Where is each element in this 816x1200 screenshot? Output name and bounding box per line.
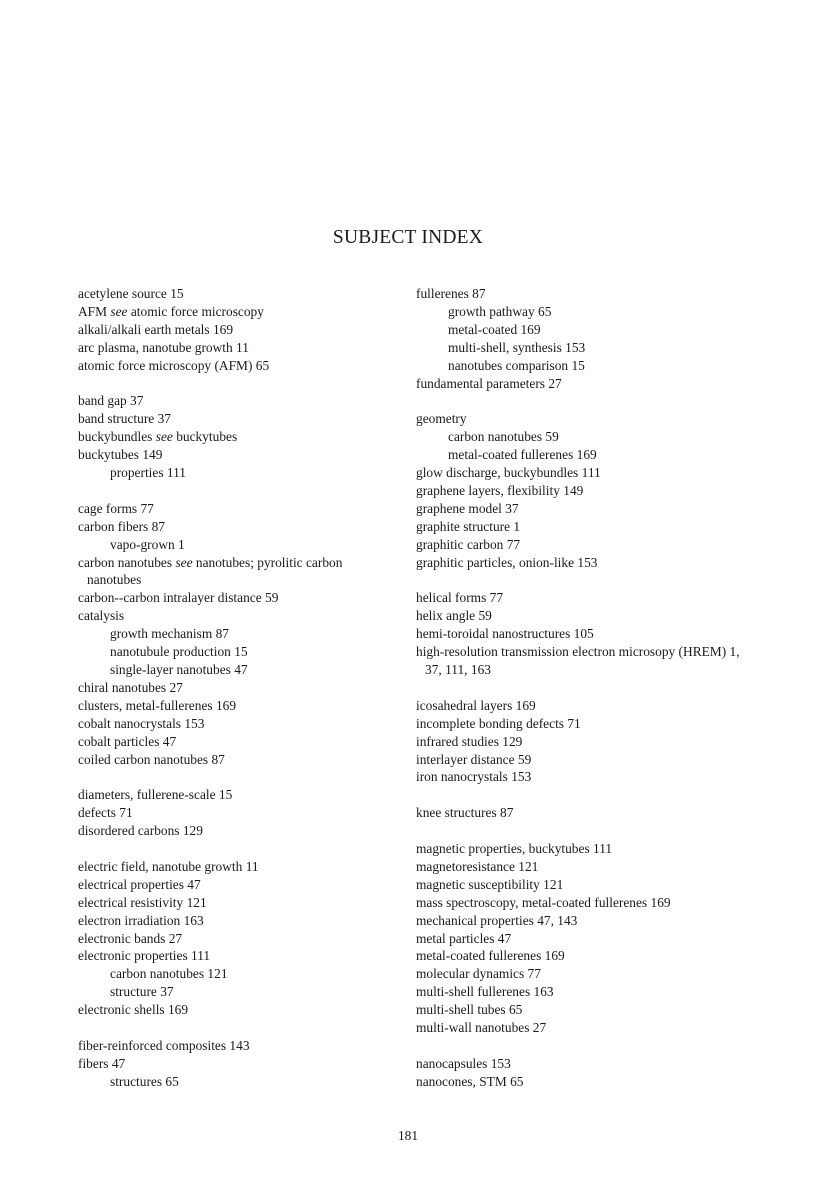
index-entry: cage forms 77: [78, 500, 154, 516]
index-entry: alkali/alkali earth metals 169: [78, 321, 234, 337]
see-reference: see: [110, 303, 128, 319]
see-reference: see: [175, 554, 193, 570]
index-entry: graphitic carbon 77: [416, 536, 521, 552]
entry-spacer: [416, 1037, 746, 1055]
index-entry: electrical resistivity 121: [78, 894, 207, 910]
entry-spacer: [78, 768, 396, 786]
index-entry: helix angle 59: [416, 608, 492, 624]
index-entry: graphitic particles, onion-like 153: [416, 554, 598, 570]
index-entry: [78, 428, 396, 446]
index-entry: graphene model 37: [416, 500, 519, 516]
index-subentry: metal-coated fullerenes 169: [448, 447, 597, 463]
entry-spacer: [78, 1019, 396, 1037]
index-entry: cobalt nanocrystals 153: [78, 715, 205, 731]
index-subentry: growth pathway 65: [448, 303, 552, 319]
index-subentry: metal-coated 169: [448, 321, 541, 337]
index-entry: metal-coated fullerenes 169: [416, 948, 565, 964]
index-entry: electronic bands 27: [78, 930, 183, 946]
entry-spacer: [416, 679, 746, 697]
index-entry: molecular dynamics 77: [416, 966, 541, 982]
index-entry: multi-shell tubes 65: [416, 1002, 523, 1018]
index-entry: [78, 554, 396, 590]
index-entry: arc plasma, nanotube growth 11: [78, 339, 249, 355]
index-subentry: growth mechanism 87: [110, 626, 230, 642]
index-column-left: [78, 285, 396, 1091]
index-entry: defects 71: [78, 805, 133, 821]
index-subentry: properties 111: [110, 465, 186, 481]
index-entry: diameters, fullerene-scale 15: [78, 787, 233, 803]
index-entry: nanocones, STM 65: [416, 1073, 524, 1089]
index-entry: band gap 37: [78, 393, 144, 409]
index-subentry: single-layer nanotubes 47: [110, 662, 248, 677]
index-entry: fibers 47: [78, 1055, 126, 1071]
index-entry: graphite structure 1: [416, 518, 521, 534]
page-number: 181: [397, 1128, 419, 1143]
index-subentry: structure 37: [110, 984, 174, 1000]
entry-target: atomic force microscopy: [127, 303, 264, 319]
page-title: SUBJECT INDEX: [332, 227, 484, 248]
index-entry: geometry: [416, 411, 467, 427]
index-entry: graphene layers, flexibility 149: [416, 482, 584, 498]
entry-spacer: [78, 840, 396, 858]
index-entry: high-resolution transmission electron microsopy (HREM) 1, 37, 111, 163: [416, 644, 740, 677]
index-entry: incomplete bonding defects 71: [416, 715, 581, 731]
index-entry: hemi-toroidal nanostructures 105: [416, 626, 594, 642]
index-subentry: nanotubes comparison 15: [448, 357, 585, 373]
index-subentry: nanotubule production 15: [110, 644, 248, 660]
index-subentry: vapo-grown 1: [110, 536, 185, 552]
index-entry: fullerenes 87: [416, 286, 486, 301]
index-entry: fiber-reinforced composites 143: [78, 1037, 250, 1053]
index-entry: multi-wall nanotubes 27: [416, 1020, 547, 1036]
see-reference: see: [155, 429, 173, 445]
index-entry: chiral nanotubes 27: [78, 679, 183, 695]
index-entry: carbon fibers 87: [78, 518, 166, 534]
index-entry: band structure 37: [78, 411, 171, 427]
index-entry: glow discharge, buckybundles 111: [416, 465, 601, 481]
index-entry: magnetoresistance 121: [416, 858, 539, 874]
index-entry: catalysis: [78, 608, 125, 624]
index-entry: iron nanocrystals 153: [416, 769, 532, 785]
entry-spacer: [78, 375, 396, 393]
index-entry: nanocapsules 153: [416, 1055, 511, 1071]
index-entry: cobalt particles 47: [78, 733, 177, 749]
entry-target: buckytubes: [172, 429, 238, 445]
index-entry: metal particles 47: [416, 930, 512, 946]
entry-spacer: [416, 786, 746, 804]
index-entry: magnetic properties, buckytubes 111: [416, 841, 613, 857]
index-entry: electrical properties 47: [78, 876, 201, 892]
index-entry: mechanical properties 47, 143: [416, 912, 578, 928]
index-entry: coiled carbon nanotubes 87: [78, 751, 225, 767]
entry-term: AFM: [78, 303, 111, 319]
index-entry: electronic properties 111: [78, 948, 211, 964]
index-entry: fundamental parameters 27: [416, 375, 562, 391]
index-entry: buckytubes 149: [78, 447, 163, 463]
index-entry: knee structures 87: [416, 805, 514, 821]
entry-spacer: [416, 392, 746, 410]
index-column-right: [416, 285, 746, 1091]
entry-term: buckybundles: [78, 429, 156, 445]
index-entry: electron irradiation 163: [78, 912, 204, 928]
index-entry: interlayer distance 59: [416, 751, 532, 767]
index-entry: electric field, nanotube growth 11: [78, 858, 259, 874]
entry-spacer: [416, 822, 746, 840]
index-subentry: multi-shell, synthesis 153: [448, 339, 586, 355]
index-entry: magnetic susceptibility 121: [416, 876, 564, 892]
index-entry: multi-shell fullerenes 163: [416, 984, 554, 1000]
index-entry: disordered carbons 129: [78, 823, 203, 839]
index-entry: electronic shells 169: [78, 1002, 189, 1018]
entry-target: nanotubes; pyrolitic carbon nanotubes: [87, 554, 343, 588]
entry-term: carbon nanotubes: [78, 554, 176, 570]
index-entry: clusters, metal-fullerenes 169: [78, 697, 237, 713]
index-subentry: carbon nanotubes 59: [448, 429, 559, 445]
index-subentry: structures 65: [110, 1073, 179, 1089]
entry-spacer: [78, 482, 396, 500]
index-entry: mass spectroscopy, metal-coated fullerenes 169: [416, 894, 671, 910]
index-entry: icosahedral layers 169: [416, 697, 536, 713]
index-entry: atomic force microscopy (AFM) 65: [78, 357, 270, 373]
index-entry: acetylene source 15: [78, 286, 184, 301]
index-entry: infrared studies 129: [416, 733, 523, 749]
index-entry: carbon--carbon intralayer distance 59: [78, 590, 279, 606]
index-entry: helical forms 77: [416, 590, 504, 606]
index-subentry: carbon nanotubes 121: [110, 966, 228, 982]
index-entry: [78, 303, 396, 321]
entry-spacer: [416, 571, 746, 589]
